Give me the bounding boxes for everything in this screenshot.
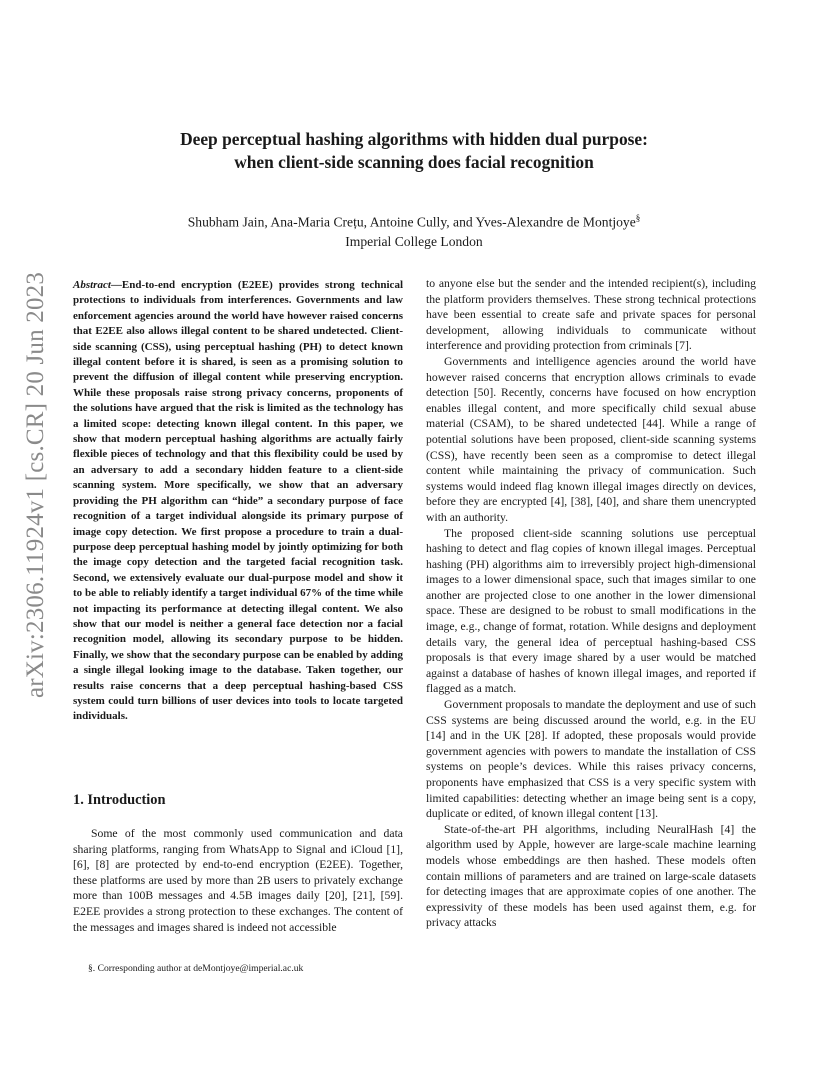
abstract-text: —End-to-end encryption (E2EE) provides strong technical protections to individuals from interferences. Governments and law enforcement agencies around the world have however raised concerns that E2EE also allows illegal content to be shared undetected. Client-side scanning (CSS), using perceptual hashing (PH) to detect known illegal content before it is shared, is seen as a promising solution to prevent the diffusion of illegal content while preserving encryption. While these proposals raise strong privacy concerns, proponents of the solutions have argued that the risk is limited as the technology has a limited scope: detecting known illegal content. In this paper, we show that modern perceptual hashing algorithms are actually fairly flexible pieces of technology and that this flexibility could be used by an adversary to add a secondary hidden feature to a client-side scanning system. More specifically, we show that an adversary providing the PH algorithm can “hide” a secondary purpose of face recognition of a target individual alongside its primary purpose of image copy detection. We first propose a procedure to train a dual-purpose deep perceptual hashing model by jointly optimizing for both the image copy detection and the targeted facial recognition task. Second, we extensively evaluate our dual-purpose model and show it to be able to reliably identify a target individual 67% of the time while not impacting its performance at detecting illegal content. We also show that our model is neither a general face detection nor a facial recognition model, allowing its secondary purpose to be hidden. Finally, we show that the secondary purpose can be enabled by adding a single illegal looking image to the database. Taken together, our results raise concerns that a deep perceptual hashing-based CSS system could turn billions of user devices into tools to locate targeted individuals. [73, 279, 403, 723]
introduction-left-column [73, 826, 403, 935]
abstract-label: Abstract [73, 279, 111, 291]
author-list [90, 209, 738, 232]
abstract-paragraph [73, 278, 403, 725]
corresponding-author-mark: § [635, 213, 641, 223]
right-paragraph-4: Government proposals to mandate the deployment and use of such CSS systems are being discussed around the world, e.g. in the EU [14] and in the UK [28]. If adopted, these proposals would provide government agencies with powers to mandate the installation of CSS systems on people’s devices. While this raises privacy concerns, proponents have emphasized that CSS is a very specific system with limited capabilities: detecting whether an image being sent is a copy, duplicate or edited, of known illegal content [13]. [426, 698, 756, 821]
arxiv-identifier-text: arXiv:2306.11924v1 [cs.CR] 20 Jun 2023 [22, 271, 49, 699]
footnote: §. Corresponding author at deMontjoye@imperial.ac.uk [88, 963, 304, 974]
title-line-2: when client-side scanning does facial recognition [234, 152, 594, 172]
right-paragraph-3: The proposed client-side scanning solutions use perceptual hashing to detect and flag copies of known illegal images. Perceptual hashing (PH) algorithms aim to irreversibly project high-dimensional images to a lower dimensional space, such that images similar to one another are projected close to one another in the lower dimensional space. These are designed to be robust to small modifications in the image, e.g., change of format, rotation. While designs and deployment details vary, the general idea of perceptual hashing-based CSS proposals is that every image shared by a user would be matched against a database of hashes of known illegal images, and reported if flagged as a match. [426, 526, 756, 696]
author-names: Shubham Jain, Ana-Maria Crețu, Antoine Cully, and Yves-Alexandre de Montjoye [187, 214, 636, 230]
abstract [73, 278, 403, 725]
right-paragraph-2: Governments and intelligence agencies around the world have however raised concerns that encryption allows criminals to evade detection [50]. Recently, concerns have focused on how encryption enables illegal content, and more specifically child sexual abuse material (CSAM), to be shared undetected [44]. While a range of potential solutions have been proposed, client-side scanning systems (CSS), have recently been seen as a compromise to detect illegal content while maintaining the privacy of communication. Such systems would indeed flag known illegal images directly on devices, before they are encrypted [4], [38], [40], and share them unencrypted with an authority. [426, 354, 756, 524]
right-paragraph-1: to anyone else but the sender and the intended recipient(s), including the platform providers themselves. These strong technical protections have been essential to create safe and private spaces for personal development, allowing individuals to communicate without interference and providing protection from criminals [7]. [426, 277, 756, 353]
section-heading-introduction: 1. Introduction [73, 792, 166, 808]
title-line-1: Deep perceptual hashing algorithms with hidden dual purpose: [180, 129, 648, 149]
intro-paragraph: Some of the most commonly used communication and data sharing platforms, ranging from WhatsApp to Signal and iCloud [1], [6], [8] are protected by end-to-end encryption (E2EE). Together, these platforms are used by more than 2B users to privately exchange more than 100B messages and 4.5B images daily [20], [21], [59]. E2EE provides a strong protection to these exchanges. The content of the messages and images shared is indeed not accessible [73, 827, 403, 934]
right-column [426, 276, 756, 931]
affiliation: Imperial College London [345, 233, 483, 249]
arxiv-identifier-stamp [16, 271, 56, 699]
paper-title [120, 128, 708, 174]
right-paragraph-5: State-of-the-art PH algorithms, including NeuralHash [4] the algorithm used by Apple, however are large-scale machine learning models whose embeddings are then hashed. These models often contain millions of parameters and are trained on large-scale datasets for detecting images that are approximate copies of one another. The expressivity of these models has been used against them, e.g. for privacy attacks [426, 822, 756, 930]
author-block [90, 209, 738, 251]
